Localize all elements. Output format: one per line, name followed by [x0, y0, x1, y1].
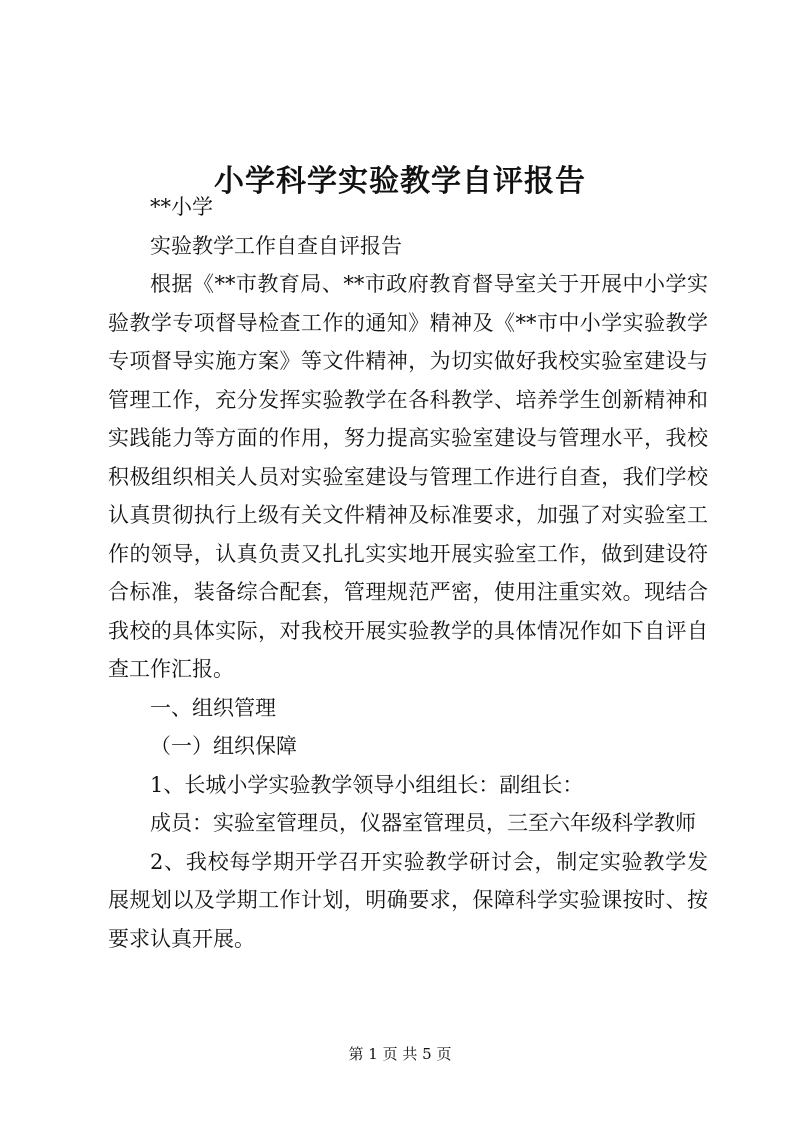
paragraph-members: 成员：实验室管理员，仪器室管理员，三至六年级科学教师	[150, 811, 696, 835]
paragraph-school: **小学	[150, 195, 213, 219]
paragraph-intro: 根据《**市教育局、**市政府教育督导室关于开展中小学实验教学专项督导检查工作的通知》精神及《**市中小学实验教学专项督导实施方案》等文件精神，为切实做好我校实验室建设与管理工作，充分发挥实验教学在各科教学、培养学生创新精神和实践能力等方面的作用，努力提高实验室建设与管理水平，我校积极组织相关人员对实验室建设与管理工作进行自查，我们学校认真贯彻执行上级有关文件精神及标准要求，加强了对实验室工作的领导，认真负责又扎扎实实地开展实验室工作，做到建设符合标准，装备综合配套，管理规范严密，使用注重实效。现结合我校的具体实际，对我校开展实验教学的具体情况作如下自评自查工作汇报。	[108, 272, 708, 681]
document-title: 小学科学实验教学自评报告	[214, 164, 586, 200]
section-heading-organization: 一、组织管理	[150, 695, 276, 720]
paragraph-item-2: 2、我校每学期开学召开实验教学研讨会，制定实验教学发展规划以及学期工作计划，明确要求，保障科学实验课按时、按要求认真开展。	[108, 849, 708, 951]
subsection-heading-guarantee: （一）组织保障	[150, 734, 297, 758]
document-body	[108, 188, 708, 958]
page-footer: 第 1 页 共 5 页	[348, 1045, 452, 1063]
paragraph-subtitle: 实验教学工作自查自评报告	[150, 233, 402, 258]
paragraph-item-1: 1、长城小学实验教学领导小组组长：副组长：	[150, 772, 584, 797]
